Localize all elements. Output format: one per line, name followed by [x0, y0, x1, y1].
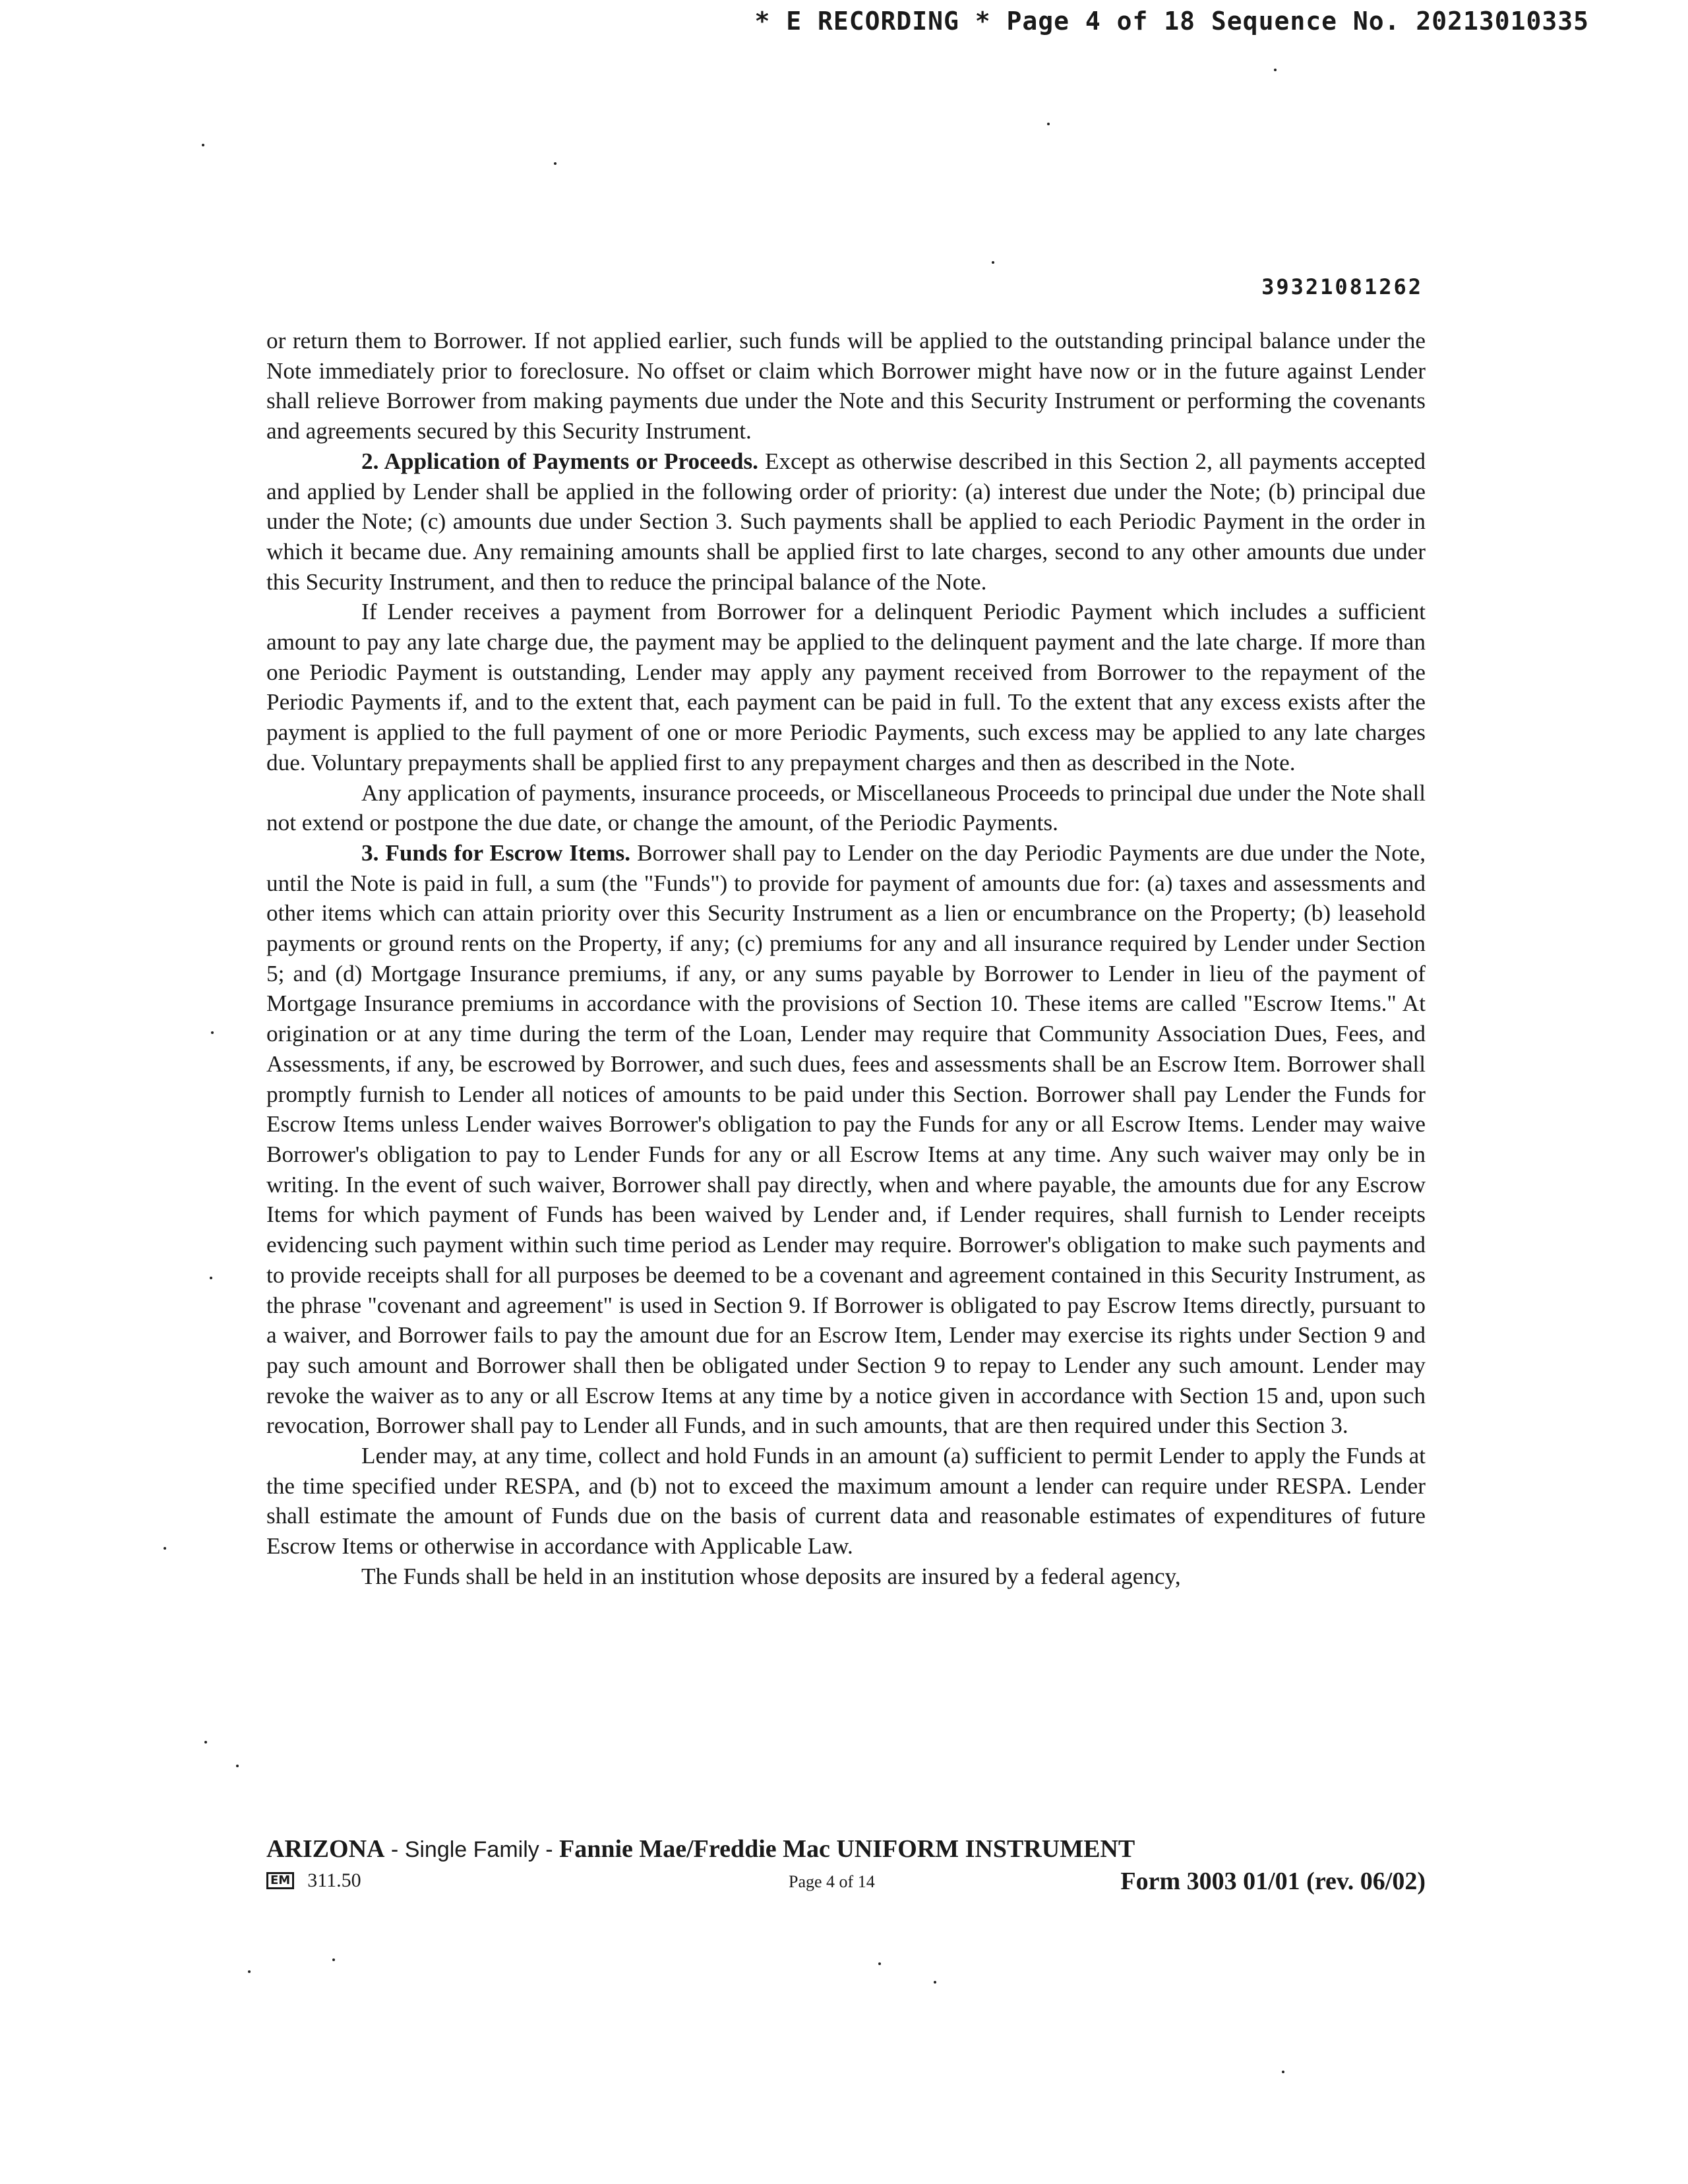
- scan-speck: [164, 1547, 166, 1550]
- paragraph-application-of-payments: Any application of payments, insurance proceeds, or Miscellaneous Proceeds to principal due under the Note shall not extend or postpone the due date, or change the amount, of the Periodic Payments.: [266, 779, 1426, 836]
- section-3: [266, 838, 1426, 1441]
- scan-speck: [1282, 2071, 1284, 2073]
- form-code: [266, 1869, 361, 1892]
- scan-speck: [332, 1958, 335, 1961]
- em-logo-icon: EM: [266, 1872, 294, 1889]
- section-3-heading: 3. Funds for Escrow Items.: [361, 839, 631, 866]
- paragraph-funds-held: The Funds shall be held in an institution whose deposits are insured by a federal agency,: [361, 1563, 1181, 1589]
- scan-speck: [210, 1277, 212, 1279]
- scan-speck: [236, 1765, 239, 1767]
- footer-state: ARIZONA: [266, 1835, 385, 1863]
- section-2-text: Except as otherwise described in this Section 2, all payments accepted and applied by Lender shall be applied in the following order of priority: (a) interest due under the Note; (b) principal due under the Note; (c) amounts due under Section 3. Such payments shall be applied to each Periodic Payment in the order in which it became due. Any remaining amounts shall be applied first to late charges, second to any other amounts due under this Security Instrument, and then to reduce the principal balance of the Note.: [266, 448, 1426, 595]
- footer-separator: -: [539, 1837, 559, 1862]
- scan-speck: [202, 144, 204, 146]
- scan-speck: [934, 1981, 936, 1984]
- form-footer: [266, 1833, 1426, 1898]
- scan-speck: [204, 1741, 207, 1744]
- footer-family-type: Single Family: [404, 1837, 539, 1862]
- section-2-heading: 2. Application of Payments or Proceeds.: [361, 448, 758, 474]
- footer-line-2: [266, 1867, 1426, 1898]
- footer-instrument: Fannie Mae/Freddie Mac UNIFORM INSTRUMENT: [558, 1835, 1135, 1863]
- scan-speck: [211, 1031, 214, 1034]
- section-3-text: Borrower shall pay to Lender on the day Periodic Payments are due under the Note, until the Note is paid in full, a sum (the "Funds") to provide for payment of amounts due for: (a) taxes and assessments and other items which can attain priority over this Security Instrument as a lien or encumbrance on the Property; (b) leasehold payments or ground rents on the Property, if any; (c) premiums for any and all insurance required by Lender under Section 5; and (d) Mortgage Insurance premiums, if any, or any sums payable by Borrower to Lender in lieu of the payment of Mortgage Insurance premiums in accordance with the provisions of Section 10. These items are called "Escrow Items." At origination or at any time during the term of the Loan, Lender may require that Community Association Dues, Fees, and Assessments, if any, be escrowed by Borrower, and such dues, fees and assessments shall be an Escrow Item. Borrower shall promptly furnish to Lender all notices of amounts to be paid under this Section. Borrower shall pay Lender the Funds for Escrow Items unless Lender waives Borrower's obligation to pay the Funds for any or all Escrow Items. Lender may waive Borrower's obligation to pay to Lender Funds for any or all Escrow Items at any time. Any such waiver may only be in writing. In the event of such waiver, Borrower shall pay directly, when and where payable, the amounts due for any Escrow Items for which payment of Funds has been waived by Lender and, if Lender requires, shall furnish to Lender receipts evidencing such payment within such time period as Lender may require. Borrower's obligation to make such payments and to provide receipts shall for all purposes be deemed to be a covenant and agreement contained in this Security Instrument, as the phrase "covenant and agreement" is used in Section 9. If Borrower is obligated to pay Escrow Items directly, pursuant to a waiver, and Borrower fails to pay the amount due for an Escrow Item, Lender may exercise its rights under Section 9 and pay such amount and Borrower shall then be obligated under Section 9 to repay to Lender any such amount. Lender may revoke the waiver as to any or all Escrow Items at any time by a notice given in accordance with Section 15 and, upon such revocation, Borrower shall pay to Lender all Funds, and in such amounts, that are then required under this Section 3.: [266, 839, 1426, 1439]
- scan-speck: [1047, 123, 1050, 125]
- recording-header: * E RECORDING * Page 4 of 18 Sequence No. 20213010335: [754, 7, 1589, 36]
- scan-speck: [992, 261, 994, 264]
- section-2: [266, 446, 1426, 597]
- footer-title: [266, 1833, 1426, 1866]
- footer-separator: -: [384, 1837, 405, 1862]
- paragraph-continuation: or return them to Borrower. If not applied earlier, such funds will be applied to the outstanding principal balance under the Note immediately prior to foreclosure. No offset or claim which Borrower might have now or in the future against Lender shall relieve Borrower from making payments due under the Note and this Security Instrument or performing the covenants and agreements secured by this Security Instrument.: [266, 328, 1426, 444]
- scan-speck: [1274, 69, 1277, 71]
- paragraph-delinquent-payment: If Lender receives a payment from Borrower for a delinquent Periodic Payment which includes a sufficient amount to pay any late charge due, the payment may be applied to the delinquent payment and the late charge. If more than one Periodic Payment is outstanding, Lender may apply any payment received from Borrower to the repayment of the Periodic Payments if, and to the extent that, each payment can be paid in full. To the extent that any excess exists after the payment is applied to the full payment of one or more Periodic Payments, such excess may be applied to any late charges due. Voluntary prepayments shall be applied first to any prepayment charges and then as described in the Note.: [266, 599, 1426, 775]
- form-code-number: 311.50: [307, 1869, 361, 1891]
- paragraph-respa: Lender may, at any time, collect and hold Funds in an amount (a) sufficient to permit Lender to apply the Funds at the time specified under RESPA, and (b) not to exceed the maximum amount a lender can require under RESPA. Lender shall estimate the amount of Funds due on the basis of current data and reasonable estimates of expenditures of future Escrow Items or otherwise in accordance with Applicable Law.: [266, 1443, 1426, 1560]
- page-number: Page 4 of 14: [789, 1872, 875, 1891]
- scan-speck: [554, 162, 557, 165]
- form-number: Form 3003 01/01 (rev. 06/02): [1120, 1867, 1426, 1895]
- document-number: 39321081262: [1261, 274, 1423, 299]
- scan-speck: [878, 1962, 881, 1965]
- document-body: [266, 326, 1426, 1592]
- scan-speck: [248, 1970, 251, 1973]
